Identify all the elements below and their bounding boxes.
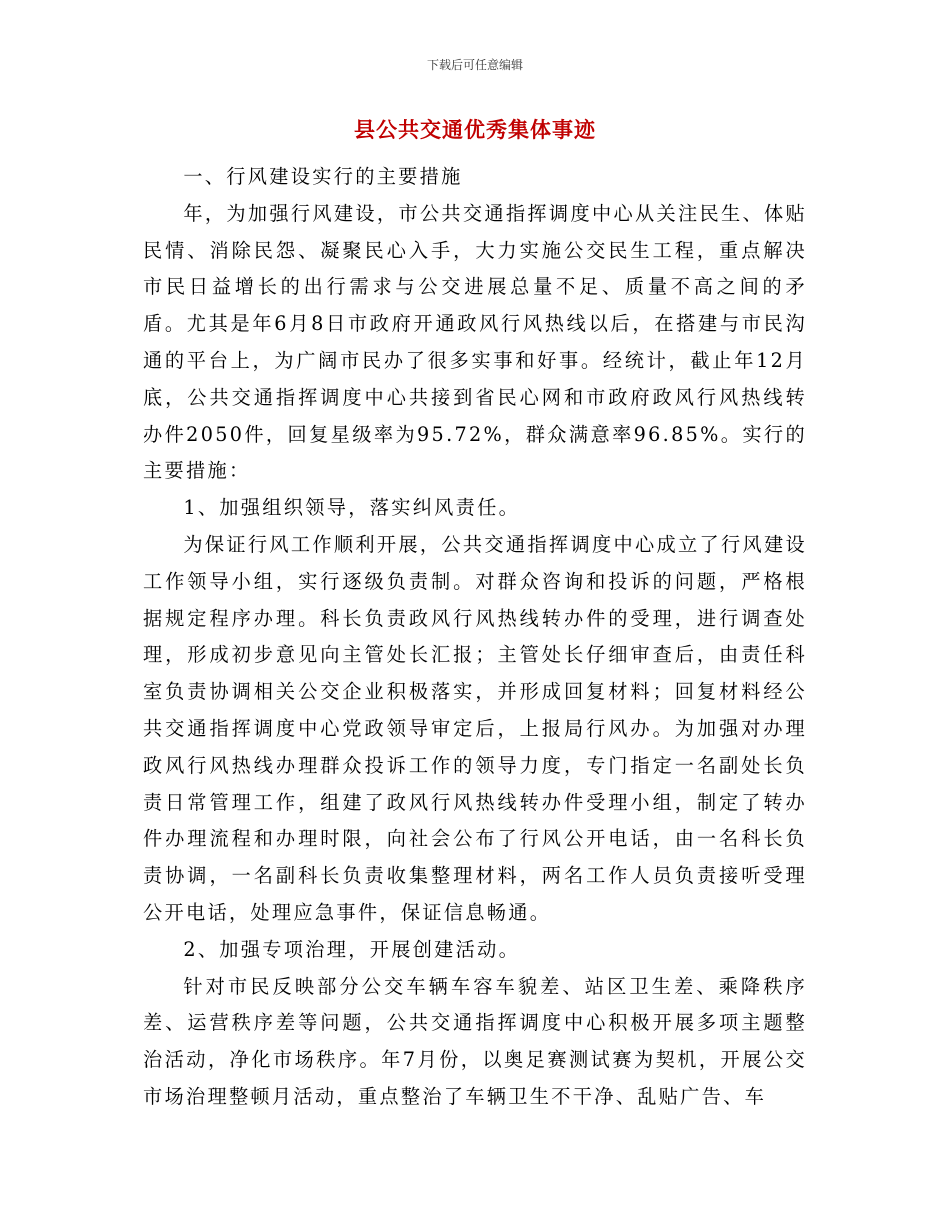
body-paragraph: 针对市民反映部分公交车辆车容车貌差、站区卫生差、乘降秩序差、运营秩序差等问题，公共交通指挥调度中心积极开展多项主题整治活动，净化市场秩序。年7月份，以奥足赛测试赛为契机，开展公交市场治理整顿月活动，重点整治了车辆卫生不干净、乱贴广告、车: [143, 974, 807, 1108]
document-body: [143, 159, 807, 1116]
subsection-heading: 1、加强组织领导，落实纠风责任。: [183, 496, 521, 520]
body-paragraph: 年，为加强行风建设，市公共交通指挥调度中心从关注民生、体贴民情、消除民怨、凝聚民心入手，大力实施公交民生工程，重点解决市民日益增长的出行需求与公交进展总量不足、质量不高之间的矛盾。尤其是年6月8日市政府开通政风行风热线以后，在搭建与市民沟通的平台上，为广阔市民办了很多实事和好事。经统计，截止年12月底，公共交通指挥调度中心共接到省民心网和市政府政风行风热线转办件2050件，回复星级率为95.72%，群众满意率96.85%。实行的主要措施：: [143, 201, 807, 483]
body-paragraph: 为保证行风工作顺利开展，公共交通指挥调度中心成立了行风建设工作领导小组，实行逐级负责制。对群众咨询和投诉的问题，严格根据规定程序办理。科长负责政风行风热线转办件的受理，进行调查处理，形成初步意见向主管处长汇报；主管处长仔细审查后，由责任科室负责协调相关公交企业积极落实，并形成回复材料；回复材料经公共交通指挥调度中心党政领导审定后，上报局行风办。为加强对办理政风行风热线办理群众投诉工作的领导力度，专门指定一名副处长负责日常管理工作，组建了政风行风热线转办件受理小组，制定了转办件办理流程和办理时限，向社会公布了行风公开电话，由一名科长负责协调，一名副科长负责收集整理材料，两名工作人员负责接听受理公开电话，处理应急事件，保证信息畅通。: [143, 532, 807, 924]
header-note: 下载后可任意编辑: [426, 58, 523, 72]
section-heading: 一、行风建设实行的主要措施: [183, 165, 463, 188]
subsection-heading: 2、加强专项治理，开展创建活动。: [183, 937, 521, 961]
document-title: 县公共交通优秀集体事迹: [354, 118, 596, 142]
